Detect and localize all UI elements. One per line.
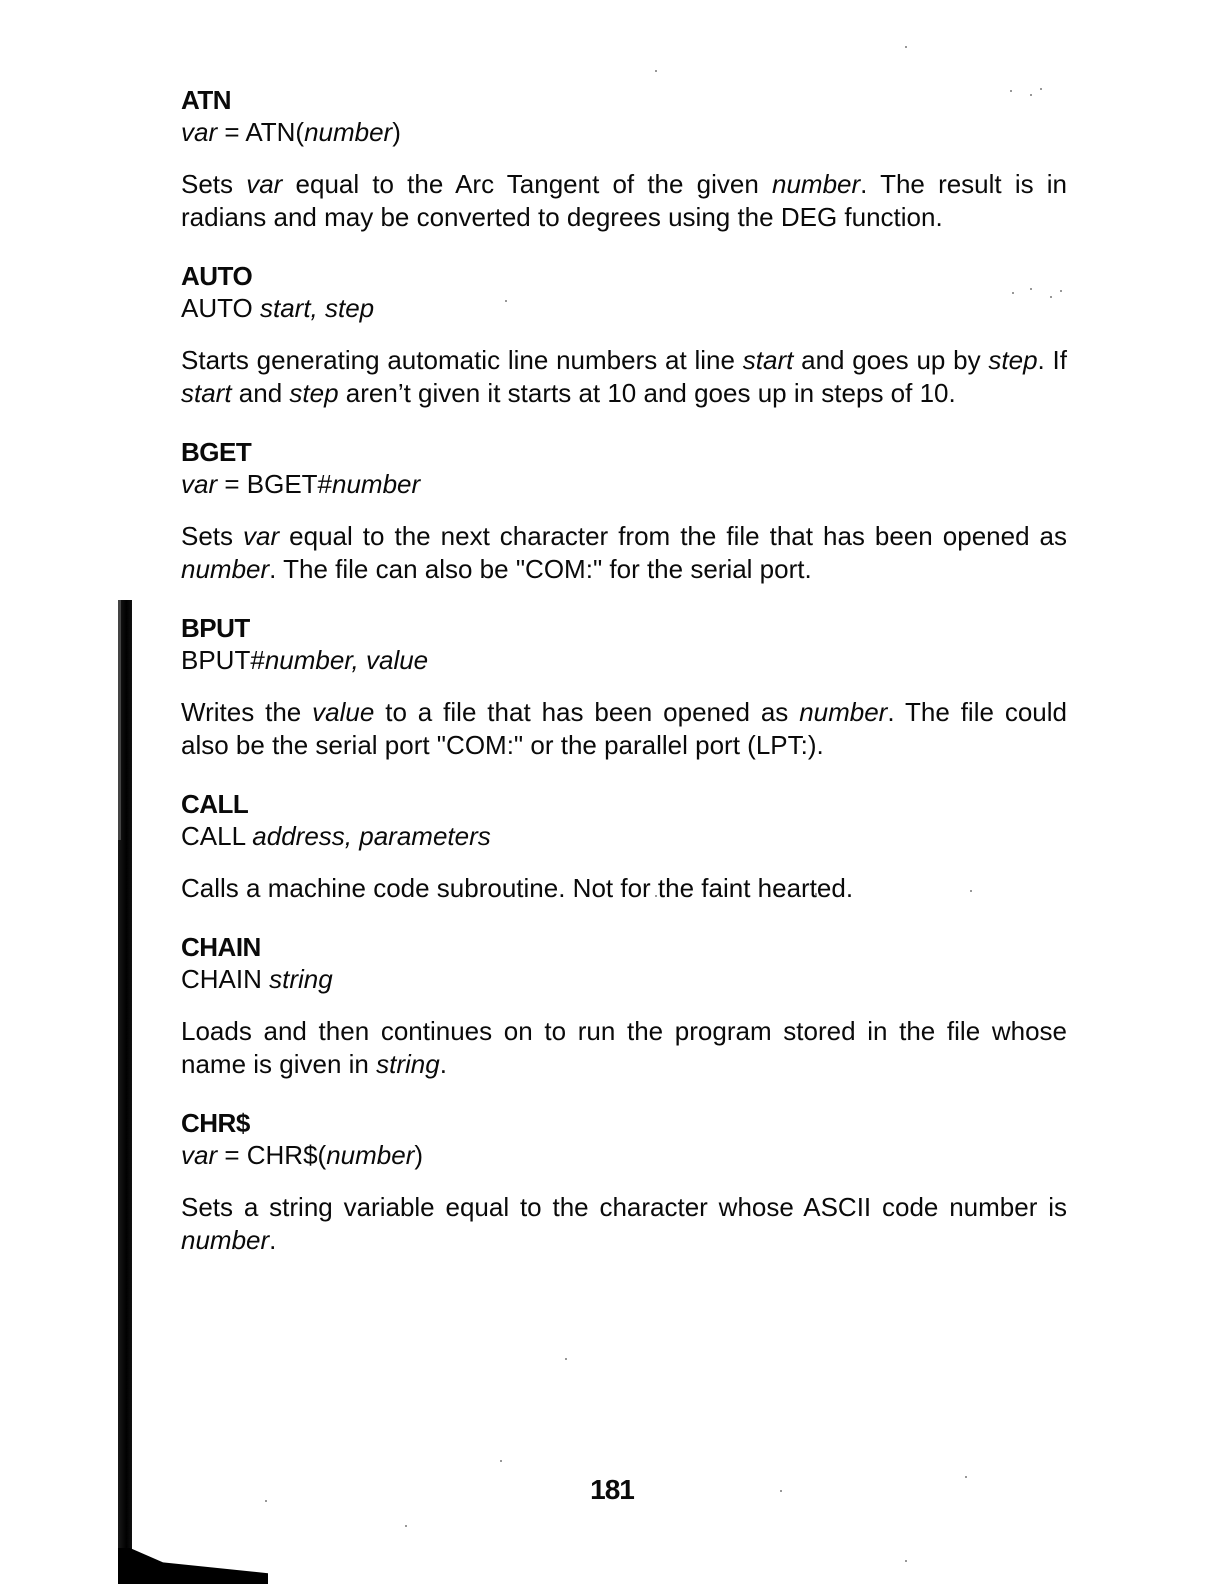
- command-description: Calls a machine code subroutine. Not for the faint hearted.: [181, 873, 854, 903]
- desc-arg: number: [181, 1225, 270, 1255]
- scan-speck: [905, 1560, 907, 1562]
- command-reference: [181, 84, 1067, 1257]
- desc-arg: number: [772, 169, 861, 199]
- syntax-keyword: = BGET#: [217, 469, 333, 499]
- syntax-keyword: = CHR$(: [217, 1140, 327, 1170]
- desc-arg: number: [799, 697, 888, 727]
- command-name: CALL: [181, 789, 249, 819]
- desc-var: var: [243, 521, 280, 551]
- desc-arg: step: [289, 378, 339, 408]
- command-syntax: [181, 116, 1067, 148]
- command-name: AUTO: [181, 261, 253, 291]
- command-syntax: [181, 820, 1067, 852]
- desc-text: equal to the next character from the file that has been opened as: [279, 521, 1068, 551]
- scan-speck: [655, 70, 657, 72]
- command-description: [181, 696, 1067, 762]
- syntax-arg: number: [332, 469, 421, 499]
- entry-chr: [181, 1107, 1067, 1257]
- command-description: [181, 1015, 1067, 1081]
- syntax-arg: number: [304, 117, 393, 147]
- desc-text: Loads and then continues on to run the program stored in the file whose name is given in: [181, 1016, 1067, 1079]
- command-name: ATN: [181, 85, 232, 115]
- entry-bput: [181, 612, 1067, 762]
- desc-arg: string: [376, 1049, 440, 1079]
- syntax-keyword: CHAIN: [181, 964, 270, 994]
- desc-arg: number: [181, 554, 270, 584]
- syntax-keyword: = ATN(: [217, 117, 305, 147]
- scan-speck: [565, 1358, 567, 1360]
- desc-arg: start: [742, 345, 794, 375]
- command-description: [181, 1191, 1067, 1257]
- desc-text: .: [439, 1049, 447, 1079]
- command-syntax: [181, 1139, 1067, 1171]
- command-description: [181, 520, 1067, 586]
- command-syntax: [181, 292, 1067, 324]
- desc-text: and goes up by: [793, 345, 989, 375]
- desc-text: to a file that has been opened as: [374, 697, 800, 727]
- entry-chain: [181, 931, 1067, 1081]
- command-syntax: [181, 644, 1067, 676]
- command-name: BPUT: [181, 613, 250, 643]
- syntax-args: address, parameters: [252, 821, 491, 851]
- page-number: 181: [590, 1474, 634, 1505]
- desc-var: var: [246, 169, 283, 199]
- desc-text: . The file could also be the serial port "COM:" or the parallel port (LPT:).: [181, 697, 1068, 760]
- syntax-var: var: [181, 117, 218, 147]
- command-description: [181, 344, 1067, 410]
- desc-text: . The file can also be "COM:" for the serial port.: [269, 554, 812, 584]
- syntax-arg: number: [326, 1140, 415, 1170]
- scan-speck: [405, 1525, 407, 1527]
- scan-speck: [500, 1460, 502, 1462]
- desc-text: . If: [1037, 345, 1067, 375]
- syntax-var: var: [181, 1140, 218, 1170]
- desc-text: Starts generating automatic line numbers at line: [181, 345, 743, 375]
- command-syntax: [181, 963, 1067, 995]
- syntax-keyword: BPUT#: [181, 645, 265, 675]
- command-name: CHR$: [181, 1108, 250, 1138]
- command-syntax: [181, 468, 1067, 500]
- syntax-close: ): [392, 117, 401, 147]
- syntax-args: string: [269, 964, 333, 994]
- syntax-args: number, value: [264, 645, 429, 675]
- desc-text: Writes the: [181, 697, 313, 727]
- binding-edge-foot: [118, 1548, 268, 1584]
- syntax-keyword: CALL: [181, 821, 253, 851]
- scan-speck: [905, 46, 907, 48]
- desc-text: aren’t given it starts at 10 and goes up in steps of 10.: [338, 378, 956, 408]
- desc-text: Sets: [181, 169, 247, 199]
- command-description: [181, 168, 1067, 234]
- desc-text: Sets: [181, 521, 244, 551]
- syntax-close: ): [414, 1140, 424, 1170]
- entry-atn: [181, 84, 1067, 234]
- entry-bget: [181, 436, 1067, 586]
- command-name: CHAIN: [181, 932, 261, 962]
- binding-edge-highlight: [118, 600, 121, 840]
- desc-arg: value: [312, 697, 375, 727]
- desc-text: equal to the Arc Tangent of the given: [282, 169, 772, 199]
- desc-arg: start: [181, 378, 232, 408]
- desc-text: Sets a string variable equal to the character whose ASCII code number is: [181, 1192, 1067, 1222]
- command-name: BGET: [181, 437, 252, 467]
- syntax-args: start, step: [259, 293, 375, 323]
- entry-auto: [181, 260, 1067, 410]
- syntax-var: var: [181, 469, 218, 499]
- desc-text: and: [231, 378, 290, 408]
- desc-text: .: [269, 1225, 277, 1255]
- syntax-keyword: AUTO: [181, 293, 260, 323]
- desc-text: . The result is in radians and may be converted to degrees using the DEG function.: [181, 169, 1068, 232]
- entry-call: [181, 788, 1067, 905]
- desc-arg: step: [988, 345, 1038, 375]
